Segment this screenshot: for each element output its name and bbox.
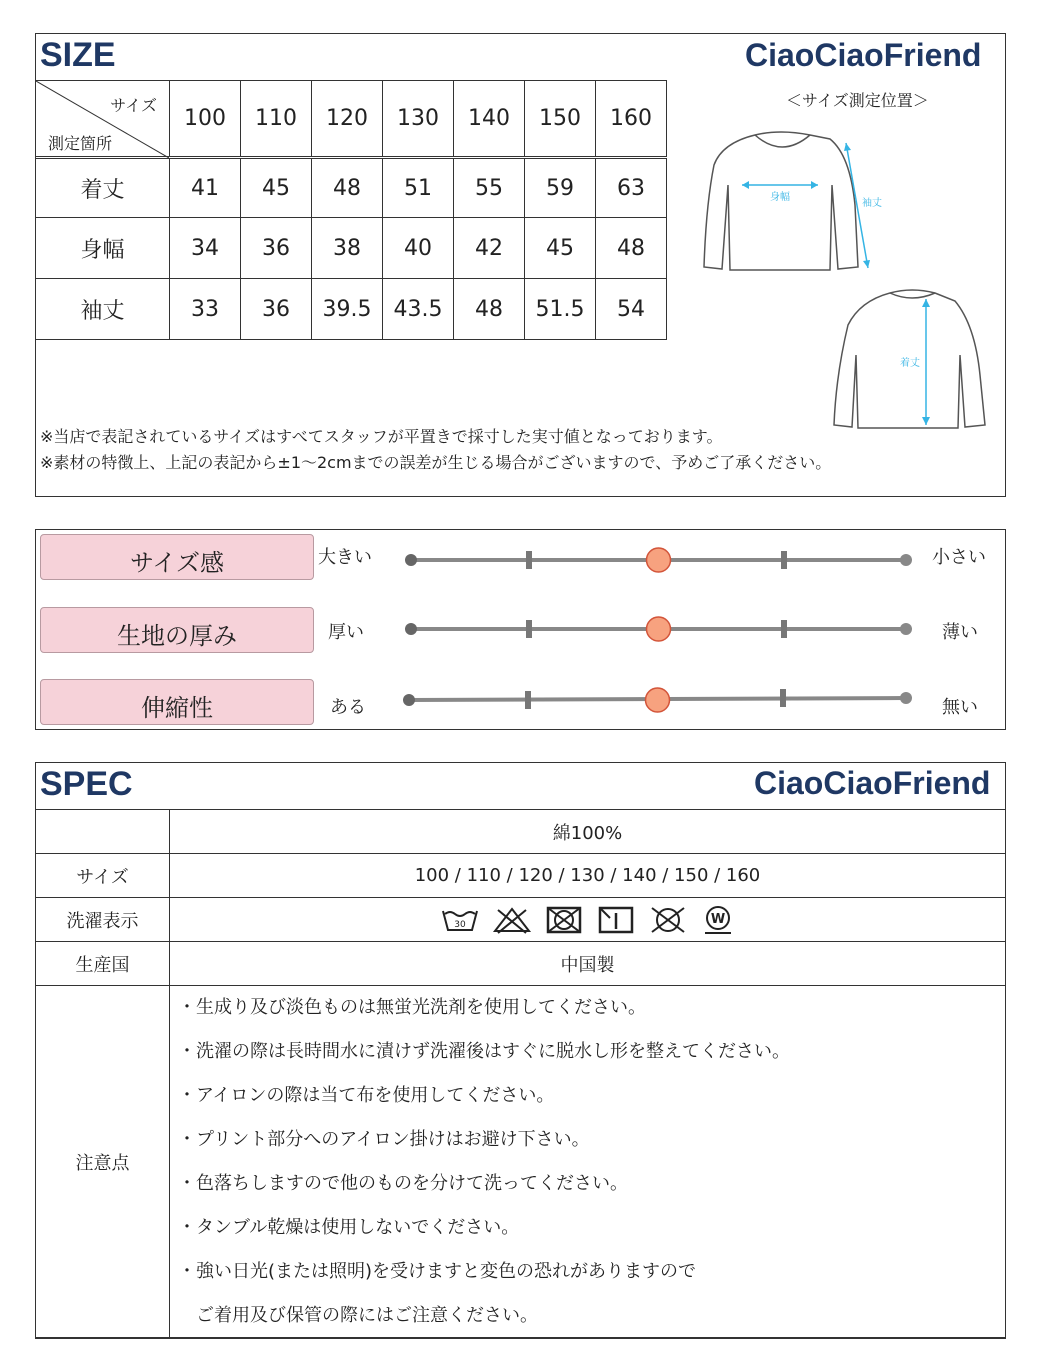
size-cell: 40 xyxy=(383,218,454,279)
feel-label-size: サイズ感 xyxy=(40,534,314,580)
wash-icons xyxy=(170,898,1006,942)
wet-clean-icon xyxy=(700,905,736,935)
scale-marker xyxy=(647,617,671,641)
size-cell: 36 xyxy=(241,279,312,340)
caution-item: ・洗濯の際は長時間水に漬けず洗濯後はすぐに脱水し形を整えてください。 xyxy=(178,1041,790,1062)
origin-key: 生産国 xyxy=(36,942,170,986)
spec-title: SPEC xyxy=(40,765,133,803)
size-cell: 45 xyxy=(525,218,596,279)
size-key: サイズ xyxy=(36,854,170,898)
size-col-header: 120 xyxy=(312,81,383,158)
caution-item: ・生成り及び淡色ものは無蛍光洗剤を使用してください。 xyxy=(178,997,646,1018)
wash-30-icon xyxy=(440,905,480,935)
line-dry-shade-icon xyxy=(596,905,636,935)
scale-thickness xyxy=(400,614,915,644)
material-key xyxy=(36,810,170,854)
wet-clean-text: W xyxy=(710,911,725,927)
size-col-header: 100 xyxy=(170,81,241,158)
sleeve-label: 袖丈 xyxy=(862,198,882,209)
shirt-front-collar xyxy=(755,135,810,147)
size-cell: 51 xyxy=(383,158,454,218)
size-col-header: 110 xyxy=(241,81,312,158)
row-label: 身幅 xyxy=(36,218,170,279)
feel-label-stretch: 伸縮性 xyxy=(40,679,314,725)
size-cell: 48 xyxy=(312,158,383,218)
size-cell: 42 xyxy=(454,218,525,279)
no-dry-clean-icon xyxy=(648,905,688,935)
feel-label-thickness: 生地の厚み xyxy=(40,607,314,653)
size-col-header: 160 xyxy=(596,81,667,158)
no-bleach-icon xyxy=(492,905,532,935)
size-table xyxy=(35,80,667,340)
size-table-corner xyxy=(36,81,170,158)
spec-table xyxy=(35,809,1006,1339)
feel-right-thickness: 薄い xyxy=(942,622,978,643)
feel-right-size: 小さい xyxy=(932,547,986,568)
no-tumble-dry-icon xyxy=(544,905,584,935)
feel-left-thickness: 厚い xyxy=(328,622,364,643)
width-label: 身幅 xyxy=(770,192,790,203)
caution-key: 注意点 xyxy=(36,986,170,1339)
feel-left-size: 大きい xyxy=(318,547,372,568)
length-label: 着丈 xyxy=(900,358,920,369)
origin-value: 中国製 xyxy=(170,942,1006,986)
size-col-header: 150 xyxy=(525,81,596,158)
header-part-label: 測定箇所 xyxy=(48,134,113,153)
scale-size xyxy=(400,545,915,575)
caution-item: ・色落ちしますので他のものを分けて洗ってください。 xyxy=(178,1173,628,1194)
size-cell: 55 xyxy=(454,158,525,218)
row-label: 袖丈 xyxy=(36,279,170,340)
brand-name: CiaoCiaoFriend xyxy=(745,37,982,73)
scale-marker xyxy=(646,688,670,712)
size-cell: 38 xyxy=(312,218,383,279)
size-col-header: 140 xyxy=(454,81,525,158)
size-cell: 54 xyxy=(596,279,667,340)
size-cell: 41 xyxy=(170,158,241,218)
size-note: ※素材の特徴上、上記の表記から±1～2cmまでの誤差が生じる場合がございますので、予めご了承ください。 xyxy=(40,453,832,472)
feel-right-stretch: 無い xyxy=(942,697,978,718)
scale-stretch xyxy=(398,685,915,715)
material-value: 綿100% xyxy=(170,810,1006,854)
size-cell: 33 xyxy=(170,279,241,340)
caution-item: ご着用及び保管の際にはご注意ください。 xyxy=(178,1305,538,1326)
size-cell: 63 xyxy=(596,158,667,218)
caution-item: ・アイロンの際は当て布を使用してください。 xyxy=(178,1085,555,1106)
size-cell: 48 xyxy=(596,218,667,279)
size-cell: 59 xyxy=(525,158,596,218)
size-cell: 39.5 xyxy=(312,279,383,340)
spec-brand-name: CiaoCiaoFriend xyxy=(754,765,991,801)
caution-list xyxy=(170,986,1006,1339)
size-cell: 36 xyxy=(241,218,312,279)
size-cell: 43.5 xyxy=(383,279,454,340)
size-title: SIZE xyxy=(40,36,116,74)
scale-marker xyxy=(647,548,671,572)
shirt-back-collar xyxy=(890,293,935,298)
caution-item: ・タンブル乾燥は使用しないでください。 xyxy=(178,1217,520,1238)
size-cell: 48 xyxy=(454,279,525,340)
header-size-label: サイズ xyxy=(110,96,157,115)
feel-left-stretch: ある xyxy=(330,697,366,718)
row-label: 着丈 xyxy=(36,158,170,218)
size-cell: 34 xyxy=(170,218,241,279)
caution-item: ・プリント部分へのアイロン掛けはお避け下さい。 xyxy=(178,1129,590,1150)
size-value: 100 / 110 / 120 / 130 / 140 / 150 / 160 xyxy=(170,854,1006,898)
caution-item: ・強い日光(または照明)を受けますと変色の恐れがありますので xyxy=(178,1261,697,1282)
size-cell: 45 xyxy=(241,158,312,218)
size-note: ※当店で表記されているサイズはすべてスタッフが平置きで採寸した実寸値となっております。 xyxy=(40,427,723,446)
size-col-header: 130 xyxy=(383,81,454,158)
wash-temp-text: 30 xyxy=(453,919,466,930)
size-cell: 51.5 xyxy=(525,279,596,340)
wash-key: 洗濯表示 xyxy=(36,898,170,942)
diagram-caption: ＜サイズ測定位置＞ xyxy=(786,91,929,110)
